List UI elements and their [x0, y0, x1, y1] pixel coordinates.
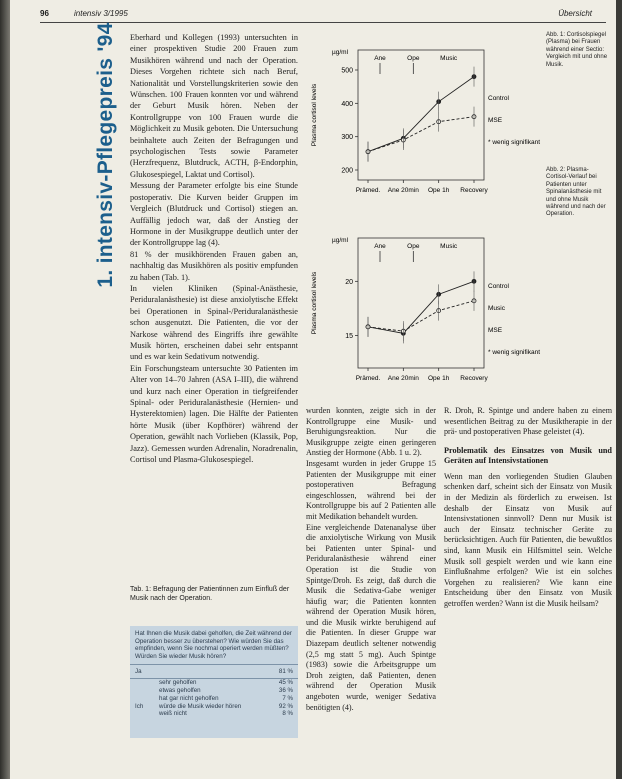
- journal-name: intensiv 3/1995: [74, 9, 128, 18]
- x-tick-label: Ope 1h: [428, 375, 450, 382]
- table-cell: [159, 668, 269, 676]
- table-row: [130, 710, 298, 718]
- figure-area: [306, 32, 546, 402]
- col1-para: Eberhard und Kollegen (1993) untersuchten in einer prospektiven Studie 200 Frauen zum Musikhören während und nach der Operation. Dieses Vorgehen richtete sich nach Beruf, Nationalität und Vorstellungskriterien sowie den Wünschen. 100 Frauen konnten vor und während der Geburt Musik hören. Neben der Kontrollgruppe von 100 Frauen wurde die Möglichkeit zu Musik geboten. Die Untersuchung beinhaltete auch Zeiten der Befragungen und psychologischen Tests sowie Parameter (Herzfrequenz, Blutdruck, ACTH, β-Endorphin, Glukosespiegel, Laktat und Cortisol).: [130, 33, 298, 179]
- table-cell: etwas geholfen: [159, 686, 201, 694]
- table-row: [130, 668, 298, 679]
- col2-para: Eine vergleichende Datenanalyse über die anxiolytische Wirkung von Musik bei Patienten unter Spinal- und Periduralanästhesie während einer Operation ist die Studie von Spintge/Droh. Es zeigt, daß durch die Musik die Sedativa-Gabe weniger häufig war; die Patienten konnten während der Operation Musik hören, und die Musik wirkte beruhigend auf die Patienten. In dieser Gruppe war Diazepam deutlich seltener notwendig (2,5 mg statt 5 mg). Auch Spintge (1983) sowie die Arbeitsgruppe um Droh zeigten, daß Patienten, denen während der Operation Musik angeboten wurde, weniger Sedativa benötigten (4).: [306, 522, 436, 712]
- y-tick-label: 400: [341, 100, 353, 108]
- y-unit-label: µg/ml: [332, 237, 349, 244]
- y-tick-label: 15: [345, 333, 353, 340]
- table-1: [130, 626, 298, 738]
- table-cell: Ja: [135, 668, 142, 676]
- side-label: Music: [488, 305, 505, 312]
- figure-2-caption: Abb. 2: Plasma-Cortisol-Verlauf bei Patienten unter Spinalanästhesie mit und ohne Musik während und nach der Operation.: [546, 167, 606, 218]
- x-tick-label: Recovery: [460, 375, 488, 382]
- top-annotation: Ane: [374, 55, 386, 62]
- table-1-header: Hat Ihnen die Musik dabei geholfen, die Zeit während der Operation besser zu überstehen? Wie würden Sie das empfinden, wenn Sie nochmal operiert werden müßten? Würden Sie wieder Musik hören?: [130, 626, 298, 665]
- section-name: Übersicht: [558, 9, 592, 18]
- table-cell: [135, 679, 159, 687]
- side-label: MSE: [488, 117, 503, 124]
- table-row: [130, 687, 298, 695]
- col1-para: 81 % der musikhörenden Frauen gaben an, nachhaltig das Musikhören als positiv empfunden zu haben (Tab. 1).: [130, 249, 298, 282]
- top-annotation: Ope: [407, 55, 420, 62]
- award-sidebar: [88, 22, 124, 288]
- table-row: [130, 695, 298, 703]
- header-rule: [40, 22, 606, 23]
- table-cell: 45 %: [278, 679, 293, 687]
- col2-para: wurden konnten, zeigte sich in der Kontrollgruppe eine Musik- und Beruhigungsreaktion. Nur die Musikgruppe zeigte einen geringeren Anstieg der Hormone (Abb. 1 u. 2).: [306, 406, 436, 458]
- col3-para: Wenn man den vorliegenden Studien Glauben schenken darf, scheint sich der Einsatz von Musik in der Medizin als förderlich zu erweisen. Ist deshalb der Einsatz von Musik auf Intensivstationen sinnvoll? Denn nur Musik ist auch der Einsatz technischer Geräte zu berücksichtigen. Auch für Patienten, die bewußtlos sind, kann Musik ein Hilfsmittel sein. Welche Musik soll gespielt werden und wie kann eine Einflußnahme erfolgen? Wie ist ein solches Vorgehen zu realisieren? Wie kann eine Entscheidung über den Einsatz von Musik getroffen werden? Wann ist die Musik heilsam?: [444, 471, 612, 608]
- cortisol-chart-1: [306, 32, 546, 212]
- side-label: Control: [488, 283, 509, 290]
- side-label: Control: [488, 95, 509, 102]
- figure-1-caption: Abb. 1: Cortisolspiegel (Plasma) bei Frauen während einer Sectio: Vergleich mit und ohne Musik.: [546, 32, 608, 68]
- series-line: [368, 117, 474, 152]
- table-cell: 92 %: [278, 702, 293, 710]
- figure-captions: [546, 32, 610, 219]
- table-cell: weiß nicht: [159, 710, 187, 718]
- table-cell: Ich: [135, 702, 144, 710]
- x-tick-label: Ope 1h: [428, 187, 450, 194]
- page-number: 96: [40, 9, 49, 18]
- col2-para: Insgesamt wurden in jeder Gruppe 15 Patienten der Musikgruppe mit einer postoperativen Befragung eingeschlossen, während bei der Kontrollgruppe bis auf 2 Patienten alle mit Medikation behandelt wurden.: [306, 458, 436, 521]
- table-cell: [135, 687, 159, 695]
- table-cell: 7 %: [282, 694, 293, 702]
- plot-frame: [358, 238, 484, 368]
- x-tick-label: Ane 20min: [387, 187, 419, 194]
- table-cell: sehr geholfen: [159, 679, 197, 687]
- table-cell: 8 %: [282, 710, 293, 718]
- y-tick-label: 500: [341, 67, 353, 75]
- table-cell: [135, 710, 159, 718]
- top-annotation: Ane: [374, 243, 386, 250]
- y-axis-label: Plasma cortisol levels: [311, 83, 318, 147]
- column-left: [130, 32, 298, 465]
- top-annotation: Music: [440, 243, 458, 250]
- table-cell: [135, 695, 159, 703]
- section-heading: Problematik des Einsatzes von Musik und Geräten auf Intensivstationen: [444, 445, 612, 465]
- top-annotation: Ope: [407, 243, 420, 250]
- y-tick-label: 200: [341, 167, 353, 175]
- y-unit-label: µg/ml: [332, 49, 349, 56]
- y-tick-label: 20: [345, 278, 353, 286]
- y-tick-label: 300: [341, 134, 353, 142]
- table-row: [130, 703, 298, 711]
- col1-para: Ein Forschungsteam untersuchte 30 Patienten im Alter von 14–70 Jahren (ASA I–III), die während und kurz nach einer Operation in tiefgreifender Spinal- oder Periduralanästhesie (Hernien- und Hysterektomien) lagen. Die Hälfte der Patienten hörte Musik (über Kopfhörer) während der Operation, gewählt nach Vorlieben (Klassik, Pop, Jazz). Gemessen wurden Adrenalin, Noradrenalin, Cortisol und Plasma-Glukosespiegel.: [130, 363, 298, 465]
- plot-frame: [358, 50, 484, 180]
- magazine-page: [10, 0, 616, 779]
- top-annotation: Music: [440, 55, 458, 62]
- series-line: [368, 281, 474, 333]
- table-cell: 36 %: [278, 686, 293, 694]
- series-line: [368, 77, 474, 152]
- side-label: MSE: [488, 327, 503, 334]
- side-label: * wenig signifikant: [488, 139, 541, 146]
- cortisol-chart-2: [306, 220, 546, 400]
- x-tick-label: Recovery: [460, 187, 488, 194]
- table-row: [130, 679, 298, 687]
- column-right: [444, 406, 612, 610]
- col3-para: R. Droh, R. Spintge und andere haben zu einem wesentlichen Beitrag zu der Musiktherapie in der prä- und postoperativen Phase geleistet (4).: [444, 406, 612, 437]
- table-cell: hat gar nicht geholfen: [159, 694, 219, 702]
- col1-para: Messung der Parameter erfolgte bis eine Stunde postoperativ. Die Kurven beider Gruppen im Vergleich (Blutdruck und Cortisol) stiegen an. Auffällig jedoch war, daß der Anstieg der Hormone in der Musikgruppe deutlich unter der der Kontrollgruppe lag (4).: [130, 181, 298, 248]
- x-tick-label: Ane 20min: [387, 375, 419, 382]
- award-label: 1. intensiv-Pflegepreis '94: [94, 22, 117, 288]
- column-middle: [306, 406, 436, 713]
- table-cell: 81 %: [278, 668, 293, 676]
- side-label: * wenig signifikant: [488, 349, 541, 356]
- y-axis-label: Plasma cortisol levels: [311, 271, 318, 335]
- table-1-caption: Tab. 1: Befragung der Patientinnen zum Einfluß der Musik nach der Operation.: [130, 586, 290, 602]
- table-cell: würde die Musik wieder hören: [159, 702, 242, 710]
- col1-para: In vielen Kliniken (Spinal-Anästhesie, Periduralanästhesie) ist diese anxiolytische Effekt bei Operationen in Spinal-/Periduralanästhesie schon ausgenutzt. Die Patienten, die vor der Narkose während des Eingriffs ihre gewählte Musik hörten, erscheinen dabei sehr entspannt und es war kein Sedativum notwendig.: [130, 283, 298, 362]
- x-tick-label: Prämed.: [355, 187, 381, 194]
- series-line: [368, 301, 474, 331]
- running-header: [40, 9, 606, 21]
- x-tick-label: Prämed.: [355, 375, 381, 382]
